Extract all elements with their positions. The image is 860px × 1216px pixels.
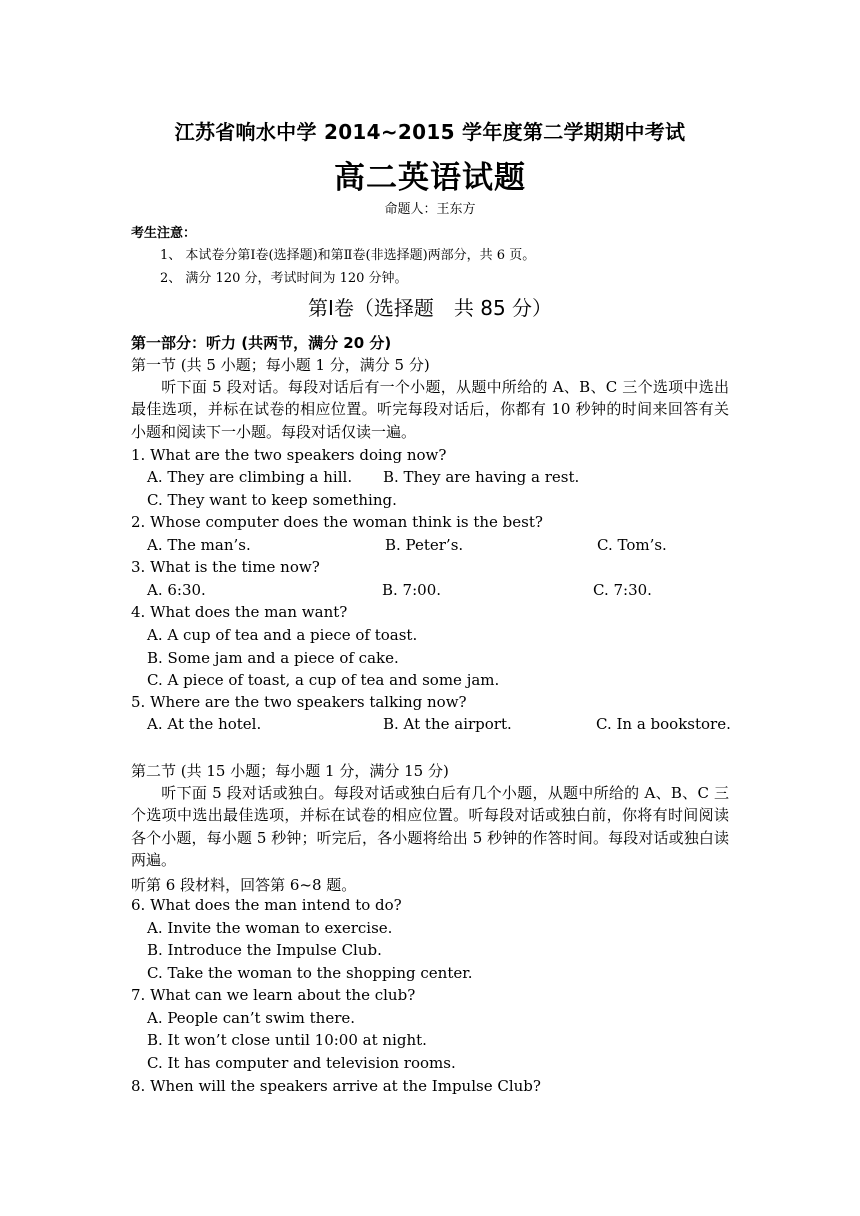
option-b: B. Peter’s. xyxy=(385,536,464,554)
paper-title: 第Ⅰ卷（选择题 共 85 分） xyxy=(307,296,553,320)
notice-item: 2、 满分 120 分，考试时间为 120 分钟。 xyxy=(160,271,408,286)
option-a: A. Invite the woman to exercise. xyxy=(147,919,393,937)
question-stem: 7. What can we learn about the club? xyxy=(131,986,416,1004)
option-c: C. They want to keep something. xyxy=(147,491,397,509)
part1-title: 第一部分：听力 (共两节，满分 20 分) xyxy=(131,334,392,352)
option-c: C. A piece of toast, a cup of tea and some jam. xyxy=(147,671,500,689)
option-b: B. Introduce the Impulse Club. xyxy=(147,941,382,959)
subject-title: 高二英语试题 xyxy=(334,160,526,196)
option-a: A. At the hotel. xyxy=(147,715,262,733)
notice-title: 考生注意： xyxy=(131,226,197,241)
option-a: A. 6:30. xyxy=(147,581,206,599)
question-stem: 3. What is the time now? xyxy=(131,558,320,576)
question-stem: 1. What are the two speakers doing now? xyxy=(131,446,447,464)
option-a: A. A cup of tea and a piece of toast. xyxy=(147,626,418,644)
option-c: C. It has computer and television rooms. xyxy=(147,1054,456,1072)
question-stem: 4. What does the man want? xyxy=(131,603,348,621)
option-b: B. At the airport. xyxy=(383,715,512,733)
option-a: A. The man’s. xyxy=(147,536,251,554)
school-title: 江苏省响水中学 2014~2015 学年度第二学期期中考试 xyxy=(174,120,686,144)
section2-instructions xyxy=(131,782,729,872)
option-a: A. They are climbing a hill. xyxy=(147,468,353,486)
notice-item: 1、 本试卷分第Ⅰ卷(选择题)和第Ⅱ卷(非选择题)两部分，共 6 页。 xyxy=(160,248,536,263)
question-stem: 2. Whose computer does the woman think is the best? xyxy=(131,513,543,531)
question-stem: 6. What does the man intend to do? xyxy=(131,896,402,914)
option-b: B. 7:00. xyxy=(382,581,442,599)
option-b: B. They are having a rest. xyxy=(383,468,580,486)
section1-instructions xyxy=(131,376,729,443)
option-c: C. Tom’s. xyxy=(597,536,667,554)
question-stem: 8. When will the speakers arrive at the Impulse Club? xyxy=(131,1077,541,1095)
material-note: 听第 6 段材料，回答第 6~8 题。 xyxy=(131,876,357,894)
option-a: A. People can’t swim there. xyxy=(147,1009,356,1027)
option-b: B. Some jam and a piece of cake. xyxy=(147,649,399,667)
option-c: C. 7:30. xyxy=(593,581,652,599)
section1-instructions-text: 听下面 5 段对话。每段对话后有一个小题，从题中所给的 A、B、C 三个选项中选出最佳选项，并标在试卷的相应位置。听完每段对话后，你都有 10 秒钟的时间来回答有关小题和阅读下一小题。每段对话仅读一遍。 xyxy=(131,378,729,441)
section2-instructions-text: 听下面 5 段对话或独白。每段对话或独白后有几个小题，从题中所给的 A、B、C 三个选项中选出最佳选项，并标在试卷的相应位置。听每段对话或独白前，你将有时间阅读各个小题，每小题 5 秒钟；听完后，各小题将给出 5 秒钟的作答时间。每段对话或独白读两遍。 xyxy=(131,784,729,870)
option-b: B. It won’t close until 10:00 at night. xyxy=(147,1031,427,1049)
option-c: C. In a bookstore. xyxy=(596,715,731,733)
section1-heading: 第一节 (共 5 小题；每小题 1 分，满分 5 分) xyxy=(131,356,430,374)
section2-heading: 第二节 (共 15 小题；每小题 1 分，满分 15 分) xyxy=(131,762,449,780)
question-stem: 5. Where are the two speakers talking now? xyxy=(131,693,467,711)
option-c: C. Take the woman to the shopping center. xyxy=(147,964,473,982)
author-line: 命题人：王东方 xyxy=(384,202,476,217)
